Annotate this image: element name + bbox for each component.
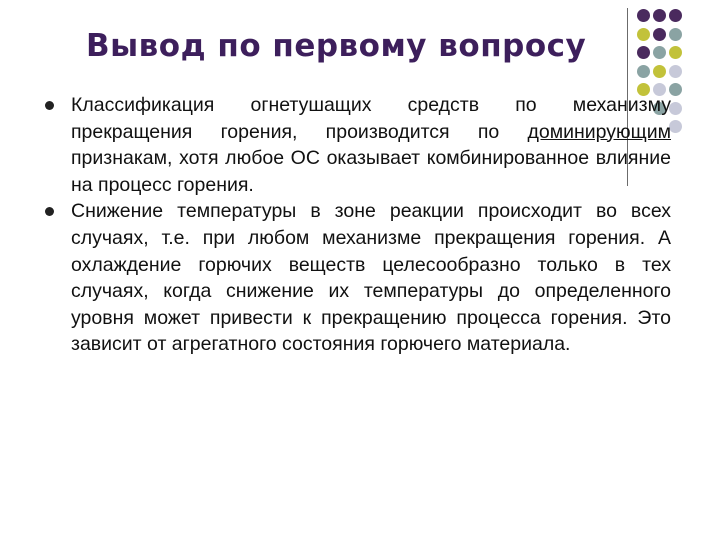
dot-purple [637, 9, 650, 22]
bullet-dot-icon [45, 207, 54, 216]
dot-teal [637, 65, 650, 78]
bullet-item-classification [45, 92, 671, 198]
dot-purple [637, 46, 650, 59]
bullet-dot-icon [45, 101, 54, 110]
slide-title: Вывод по первому вопросу [86, 28, 587, 64]
dot-purple [653, 28, 666, 41]
dot-teal [669, 28, 682, 41]
dot-lavender [669, 65, 682, 78]
dot-olive [669, 46, 682, 59]
bullet-text-part-1: Классификация огнетушащих средств по механизму прекращения горения, производится по [71, 94, 671, 143]
bullet-text-underlined: доминирующим [527, 120, 671, 143]
bullet-list [45, 92, 671, 358]
dot-olive [637, 28, 650, 41]
bullet-text-part-2: признакам, хотя любое ОС оказывает комбинированное влияние на процесс горения. [71, 147, 671, 196]
bullet-item-temperature [45, 198, 671, 358]
dot-purple [653, 9, 666, 22]
bullet-text: Снижение температуры в зоне реакции происходит во всех случаях, т.е. при любом механизме прекращения горения. А охлаждение горючих веществ целесообразно только в тех случаях, когда снижение их температуры до определенного уровня может привести к прекращению процесса горения. Это зависит от агрегатного состояния горючего материала. [71, 200, 671, 356]
dot-purple [669, 9, 682, 22]
dot-teal [653, 46, 666, 59]
dot-olive [653, 65, 666, 78]
